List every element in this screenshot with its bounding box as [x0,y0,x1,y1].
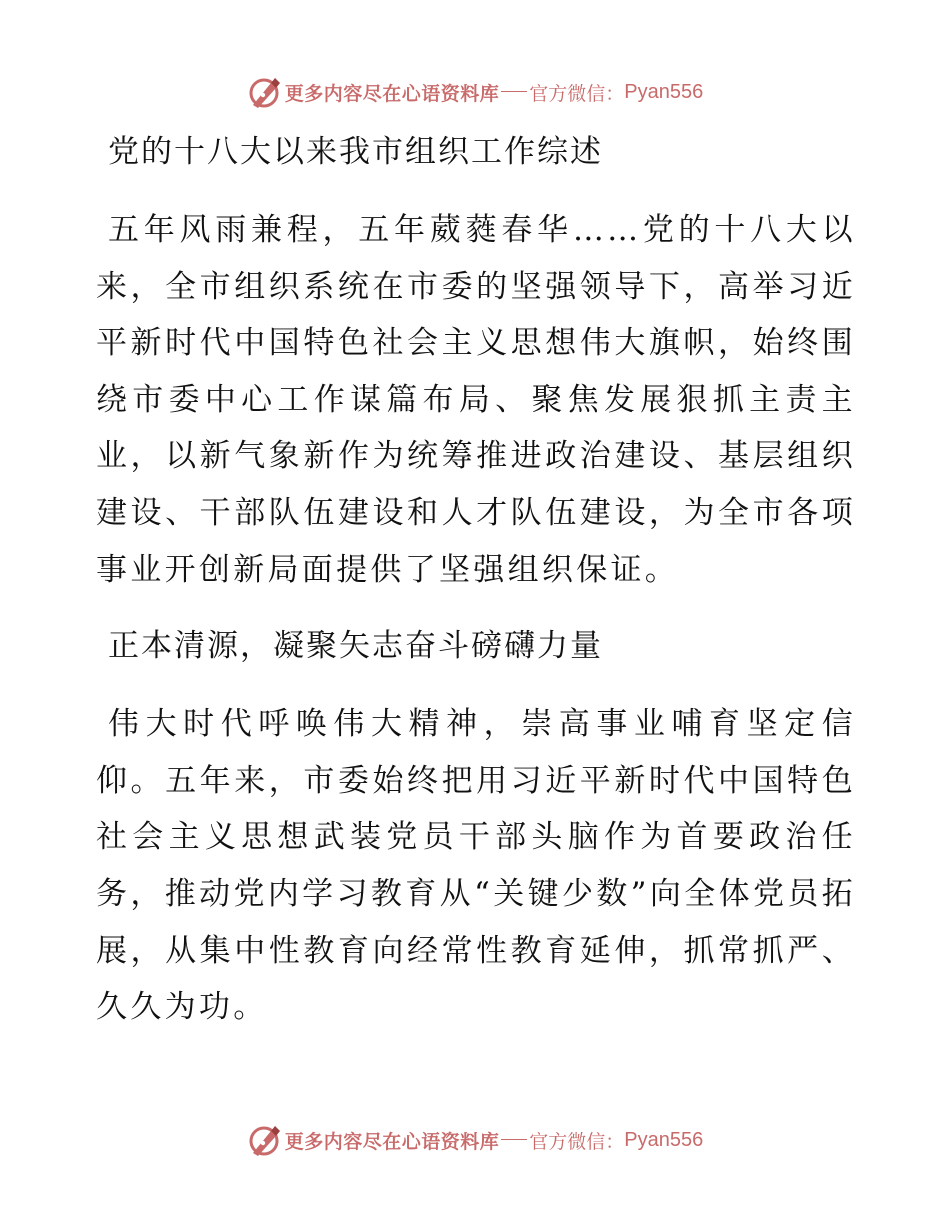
paragraph-section: 伟大时代呼唤伟大精神，崇高事业哺育坚定信仰。五年来，市委始终把用习近平新时代中国特色社会主义思想武装党员干部头脑作为首要政治任务，推动党内学习教育从“关键少数”向全体党员拓展，从集中性教育向经常性教育延伸，抓常抓严、久久为功。 [96,706,856,1026]
document-body [96,120,856,1036]
watermark-brand: 更多内容尽在心语资料库 [284,82,500,105]
pen-circle-logo-icon [247,75,281,109]
document-title: 党的十八大以来我市组织工作综述 [108,134,603,170]
header-watermark [0,72,950,112]
watermark-divider [501,91,527,92]
section-subheading: 正本清源，凝聚矢志奋斗磅礴力量 [108,628,603,665]
watermark-wechat-id: Pyan556 [624,1128,704,1151]
watermark-label: 官方微信： [529,82,625,105]
watermark-brand: 更多内容尽在心语资料库 [284,1130,500,1153]
watermark-wechat-id: Pyan556 [624,80,704,103]
footer-watermark [0,1120,950,1160]
watermark-label: 官方微信： [529,1130,625,1153]
paragraph-intro: 五年风雨兼程，五年葳蕤春华……党的十八大以来，全市组织系统在市委的坚强领导下，高举习近平新时代中国特色社会主义思想伟大旗帜，始终围绕市委中心工作谋篇布局、聚焦发展狠抓主责主业，以新气象新作为统筹推进政治建设、基层组织建设、干部队伍建设和人才队伍建设，为全市各项事业开创新局面提供了坚强组织保证。 [96,212,856,588]
watermark-divider [501,1139,527,1140]
pen-circle-logo-icon [247,1123,281,1157]
